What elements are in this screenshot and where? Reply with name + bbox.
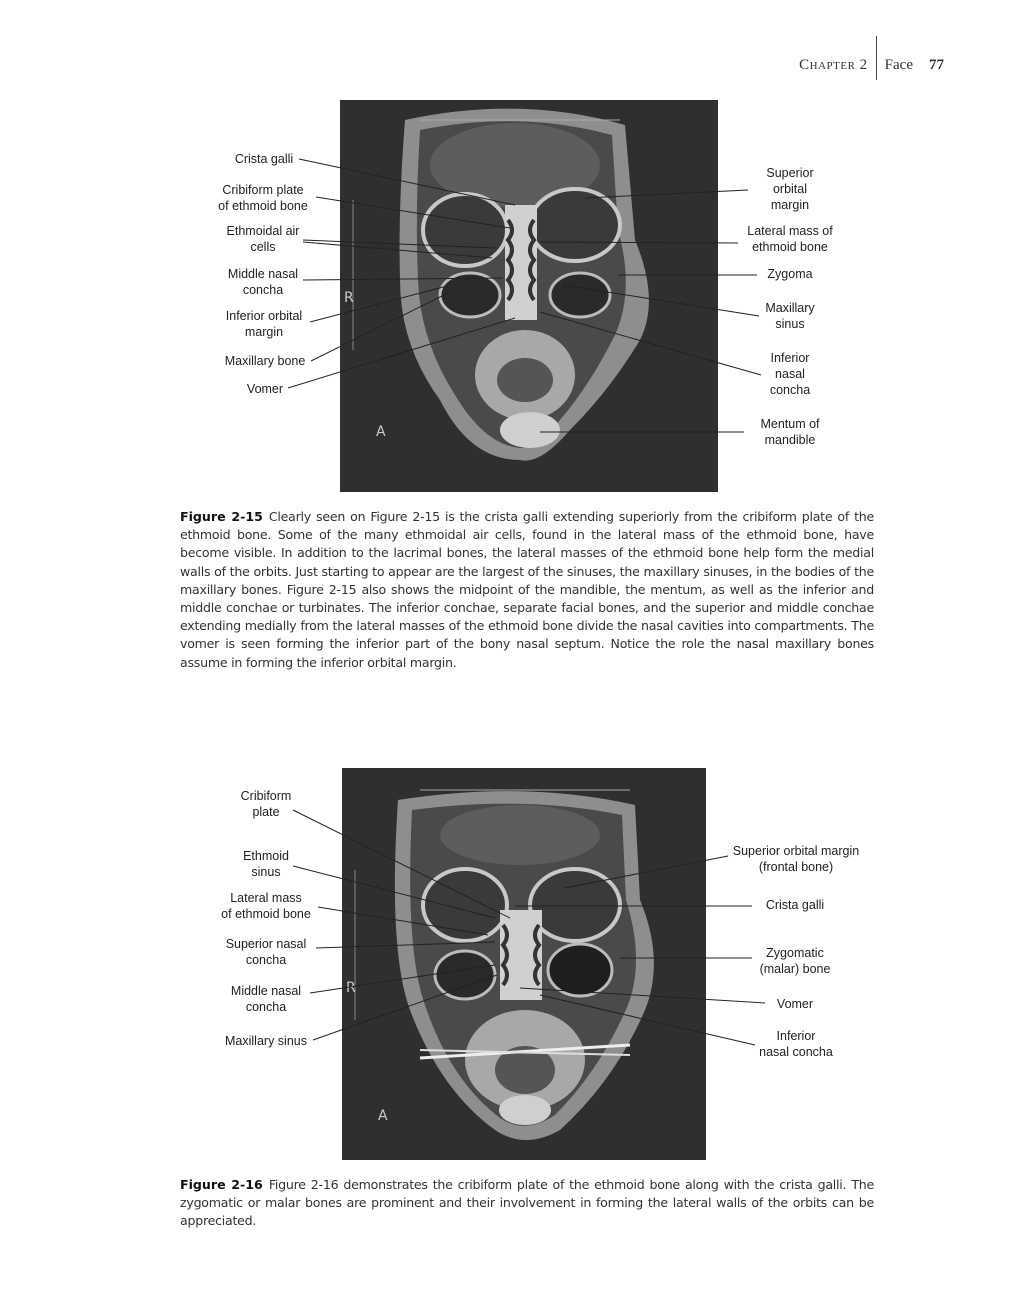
label-middle-nasal-concha: Middle nasal concha bbox=[227, 267, 299, 297]
scan-marker-a: A bbox=[376, 424, 386, 440]
label-inferior-orbital-margin: Inferior orbital margin bbox=[225, 309, 303, 339]
scan-marker-r-2: R bbox=[346, 980, 356, 996]
label-ethmoidal-air-cells: Ethmoidal air cells bbox=[226, 224, 300, 254]
page-number: 77 bbox=[929, 56, 944, 73]
caption-text-2: Figure 2-16 demonstrates the cribiform plate of the ethmoid bone along with the crista galli. The zygomatic or malar bones are prominent and their involvement in forming the lateral walls of the orbits can be appreciated. bbox=[180, 1177, 874, 1229]
scan-marker-r: R bbox=[344, 290, 354, 306]
label-maxillary-sinus: Maxillary sinus bbox=[765, 301, 815, 331]
label-inferior-nasal-concha-2: Inferior nasal concha bbox=[759, 1029, 833, 1059]
label-cribiform-plate-2: Cribiform plate bbox=[240, 789, 292, 819]
chapter-title: Chapter 2 bbox=[799, 56, 868, 73]
caption-text-1: Clearly seen on Figure 2-15 is the crista galli extending superiorly from the cribiform plate of the ethmoid bone. Some of the many ethmoidal air cells, found in the lateral mass of the ethmoid bone, have become visible. In addition to the lacrimal bones, the lateral masses of the ethmoid bone help form the medial walls of the orbits. Just starting to appear are the largest of the sinuses, the maxillary sinuses, in the bodies of the maxillary bones. Figure 2-15 also shows the midpoint of the mandible, the mentum, as well as the inferior and middle conchae or turbinates. The inferior conchae, separate facial bones, and the superior and middle conchae extending medially from the lateral masses of the ethmoid bone divide the nasal cavities into compartments. The vomer is seen forming the inferior part of the bony nasal septum. Notice the role the nasal maxillary bones assume in forming the inferior orbital margin. bbox=[180, 509, 874, 670]
label-superior-orbital-margin-2: Superior orbital margin (frontal bone) bbox=[732, 844, 860, 874]
label-ethmoid-sinus: Ethmoid sinus bbox=[243, 849, 289, 879]
caption-number-1: Figure 2-15 bbox=[180, 509, 263, 524]
label-zygomatic-bone: Zygomatic (malar) bone bbox=[759, 946, 831, 976]
label-crista-galli: Crista galli bbox=[234, 152, 294, 166]
label-cribiform-plate: Cribiform plate of ethmoid bone bbox=[218, 183, 308, 213]
label-vomer: Vomer bbox=[246, 382, 284, 396]
label-middle-nasal-concha-2: Middle nasal concha bbox=[230, 984, 302, 1014]
section-title: Face bbox=[884, 56, 913, 73]
figure-2-16-caption bbox=[180, 1176, 874, 1231]
label-inferior-nasal-concha: Inferior nasal concha bbox=[769, 351, 811, 397]
label-lateral-mass-ethmoid: Lateral mass of ethmoid bone bbox=[747, 224, 833, 254]
label-crista-galli-2: Crista galli bbox=[765, 898, 825, 912]
label-maxillary-bone: Maxillary bone bbox=[224, 354, 306, 368]
label-mentum-of-mandible: Mentum of mandible bbox=[760, 417, 820, 447]
label-zygoma: Zygoma bbox=[767, 267, 813, 281]
label-maxillary-sinus-2: Maxillary sinus bbox=[225, 1034, 307, 1048]
label-lateral-mass-ethmoid-2: Lateral mass of ethmoid bone bbox=[221, 891, 311, 921]
caption-number-2: Figure 2-16 bbox=[180, 1177, 263, 1192]
label-vomer-2: Vomer bbox=[776, 997, 814, 1011]
label-superior-orbital-margin: Superior orbital margin bbox=[766, 166, 814, 212]
scan-marker-a-2: A bbox=[378, 1108, 388, 1124]
label-superior-nasal-concha: Superior nasal concha bbox=[225, 937, 307, 967]
